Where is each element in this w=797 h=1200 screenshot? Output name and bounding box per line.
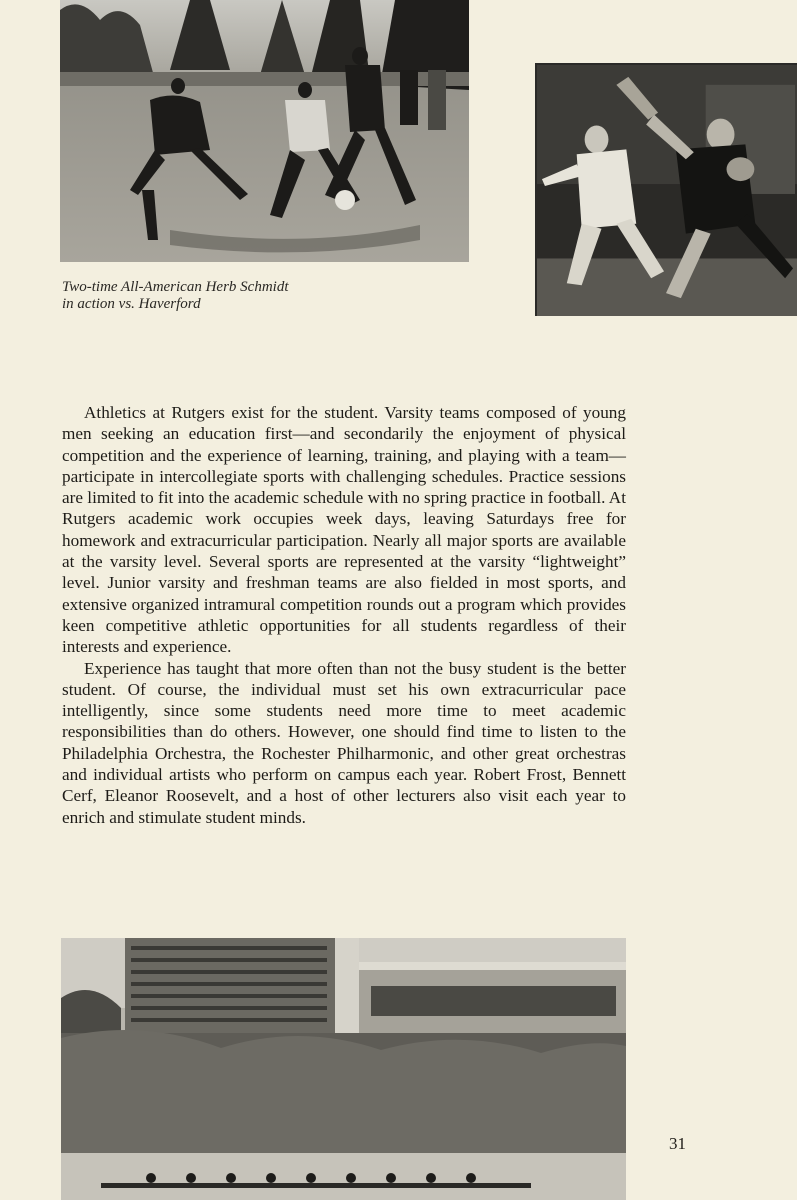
caption-line-2: in action vs. Haverford — [62, 296, 201, 312]
soccer-photo — [60, 0, 469, 262]
wrestling-photo — [535, 63, 797, 316]
photo-caption — [62, 279, 382, 313]
paragraph-2: Experience has taught that more often than not the busy student is the better student. Of course, the individual must set his own extracurricular pace intelligently, since some students need more time to meet academic responsibilities than do others. However, one should find time to listen to the Philadelphia Orchestra, the Rochester Philharmonic, and other great orchestras and individual artists who perform on campus each year. Robert Frost, Bennett Cerf, Eleanor Roosevelt, and a host of other lecturers also visit each year to enrich and stimulate student minds. — [62, 658, 626, 827]
paragraph-1: Athletics at Rutgers exist for the student. Varsity teams composed of young men seeking an education first—and secondarily the enjoyment of physical competition and the experience of learning, training, and playing with a team—participate in intercollegiate sports with challenging schedules. Practice sessions are limited to fit into the academic schedule with no spring practice in football. At Rutgers academic work occupies week days, leaving Saturdays free for homework and extracurricular participation. Nearly all major sports are available at the varsity level. Several sports are represented at the varsity “lightweight” level. Junior varsity and freshman teams are also fielded in most sports, and extensive organized intramural competition rounds out a program which provides keen competitive athletic opportunities for all students regardless of their interests and experience. — [62, 403, 626, 657]
page-number: 31 — [669, 1134, 686, 1153]
campus-rowing-photo — [61, 938, 626, 1200]
caption-line-1: Two-time All-American Herb Schmidt — [62, 279, 289, 295]
article-body — [62, 402, 626, 828]
